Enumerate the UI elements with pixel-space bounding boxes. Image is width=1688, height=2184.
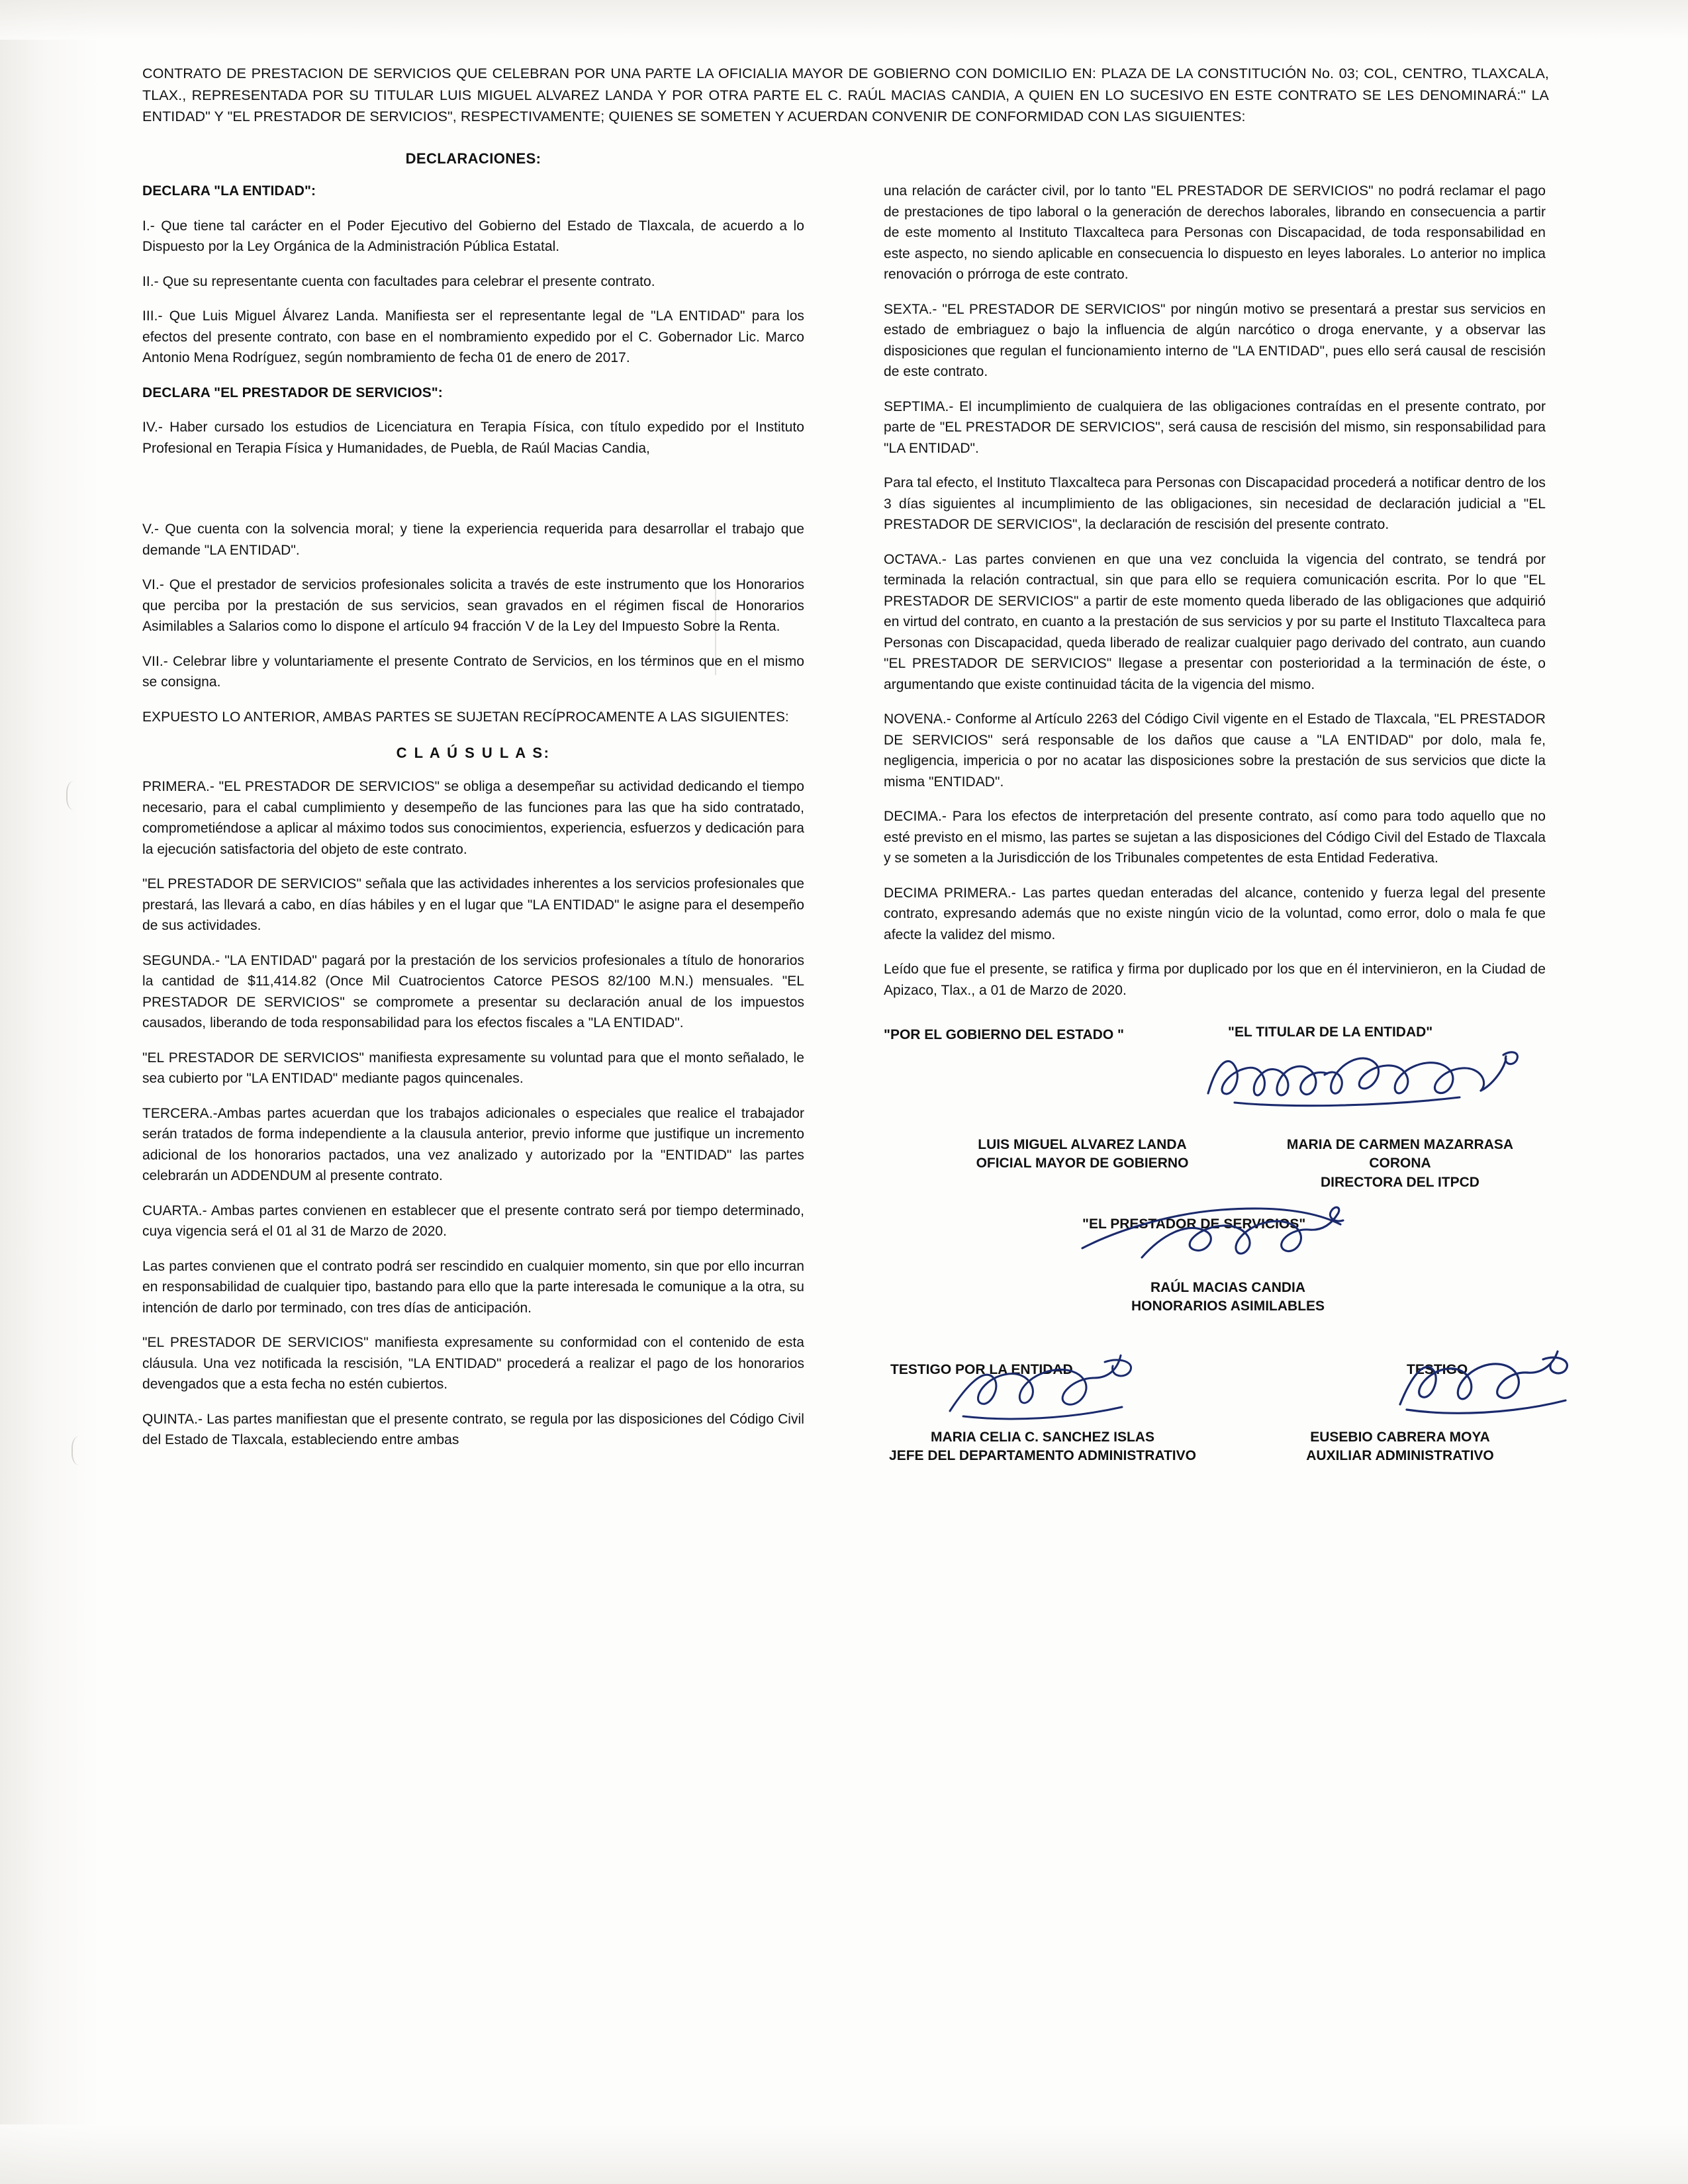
- left-column: [142, 181, 804, 1465]
- testigo1-role-text: JEFE DEL DEPARTAMENTO ADMINISTRATIVO: [889, 1448, 1196, 1464]
- clause-paragraph: SEGUNDA.- "LA ENTIDAD" pagará por la prestación de los servicios profesionales a título de honorarios la cantidad de $11,414.82 (Once Mil Cuatrocientos Catorce PESOS 82/100 M.N.) mensuales. "EL PRESTADOR DE SERVICIOS" se compromete a presentar su declaración anual de los impuestos causados, liberando de toda responsabilidad para los efectos fiscales a "LA ENTIDAD".: [142, 952, 804, 1031]
- declaration-item: I.- Que tiene tal carácter en el Poder Ejecutivo del Gobierno del Estado de Tlaxcala, de acuerdo a lo Dispuesto por la Ley Orgánica de la Administración Pública Estatal.: [142, 218, 804, 255]
- clause-paragraph: "EL PRESTADOR DE SERVICIOS" manifiesta expresamente su conformidad con el contenido de esta cláusula. Una vez notificada la rescisión, "LA ENTIDAD" procederá a realizar el pago de los honorarios devengados que a esta fecha no estén cubiertos.: [142, 1335, 804, 1392]
- gobierno-name-text: LUIS MIGUEL ALVAREZ LANDA: [978, 1137, 1187, 1153]
- prestador-signature-ink: [1076, 1201, 1380, 1273]
- testigo1-signature-name: [884, 1428, 1201, 1466]
- prestador-role-text: HONORARIOS ASIMILABLES: [1131, 1298, 1325, 1314]
- clause-paragraph: PRIMERA.- "EL PRESTADOR DE SERVICIOS" se obliga a desempeñar su actividad dedicando el tiempo necesario, para el cabal cumplimiento y desempeño de las funciones para las que ha sido contratado, comprometiéndose a aplicar al máximo todos sus conocimientos, experiencia, esfuerzos y dedicación para la ejecución satisfactoria del objeto de este contrato.: [142, 779, 804, 857]
- clause-paragraph: SEXTA.- "EL PRESTADOR DE SERVICIOS" por ningún motivo se presentará a prestar sus servicios en estado de embriaguez o bajo la influencia de algún narcótico o droga enervante, y a observar las disposiciones que regulan el funcionamiento interno de "LA ENTIDAD", pues ello será causal de rescisión de este contrato.: [884, 301, 1546, 380]
- clause-paragraph: OCTAVA.- Las partes convienen en que una vez concluida la vigencia del contrato, se tendrá por terminada la relación contractual, sin que para ello se requiera comunicación escrita. Por lo que "EL PRESTADOR DE SERVICIOS" a partir de este momento queda liberado de las obligaciones que adquirió en virtud del contrato, en cuanto a la prestación de sus servicios y por su parte el Instituto Tlaxcalteca para Personas con Discapacidad, queda liberado de realizar cualquier pago derivado del contrato, aun cuando "EL PRESTADOR DE SERVICIOS" llegase a presentar con posterioridad a la terminación de éste, o argumentando que existe continuidad tácita de la vigencia del mismo.: [884, 551, 1546, 692]
- declaration-item: III.- Que Luis Miguel Álvarez Landa. Manifiesta ser el representante legal de "LA ENTIDAD" para los efectos del presente contrato, con base en el nombramiento expedido por el C. Gobernador Lic. Marco Antonio Mena Rodríguez, según nombramiento de fecha 01 de enero de 2017.: [142, 308, 804, 366]
- contract-intro: CONTRATO DE PRESTACION DE SERVICIOS QUE CELEBRAN POR UNA PARTE LA OFICIALIA MAYOR DE GOBIERNO CON DOMICILIO EN: PLAZA DE LA CONSTITUCIÓN No. 03; COL, CENTRO, TLAXCALA, TLAX., REPRESENTADA POR SU TITULAR LUIS MIGUEL ALVAREZ LANDA Y POR OTRA PARTE EL C. RAÚL MACIAS CANDIA, A QUIEN EN LO SUCESIVO EN ESTE CONTRATO SE LES DENOMINARÁ:" LA ENTIDAD" Y "EL PRESTADOR DE SERVICIOS", RESPECTIVAMENTE; QUIENES SE SOMETEN Y ACUERDAN CONVENIR DE CONFORMIDAD CON LAS SIGUIENTES:: [142, 66, 1550, 125]
- clause-paragraph: una relación de carácter civil, por lo tanto "EL PRESTADOR DE SERVICIOS" no podrá reclamar el pago de prestaciones de tipo laboral o la generación de derechos laborales, librando en consecuencia a partir de este momento al Instituto Tlaxcalteca para Personas con Discapacidad, de toda responsabilidad en este aspecto, no siendo aplicable en consecuencia lo dispuesto en leyes laborales. Lo anterior no implica renovación o prórroga de este contrato.: [884, 183, 1546, 283]
- punch-mark-upper: [66, 781, 85, 810]
- clause-paragraph: Para tal efecto, el Instituto Tlaxcalteca para Personas con Discapacidad procederá a notificar dentro de los 3 días siguientes al incumplimiento de las obligaciones, sin necesidad de declaración judicial a "EL PRESTADOR DE SERVICIOS", la declaración de rescisión del presente contrato.: [884, 475, 1546, 533]
- prestador-name-text: RAÚL MACIAS CANDIA: [1150, 1280, 1306, 1296]
- right-column: [884, 181, 1546, 1465]
- clause-paragraph: Leído que fue el presente, se ratifica y firma por duplicado por los que en él intervinieron, en la Ciudad de Apizaco, Tlax., a 01 de Marzo de 2020.: [884, 962, 1546, 998]
- prestador-signature-label: "EL PRESTADOR DE SERVICIOS": [1082, 1216, 1306, 1232]
- declaraciones-title: DECLARACIONES:: [405, 150, 541, 167]
- declaration-item: EXPUESTO LO ANTERIOR, AMBAS PARTES SE SUJETAN RECÍPROCAMENTE A LAS SIGUIENTES:: [142, 709, 789, 725]
- clausulas-title: C L A Ú S U L A S:: [396, 745, 551, 762]
- declaration-item: IV.- Haber cursado los estudios de Licenciatura en Terapia Física, con título expedido por el Instituto Profesional en Terapia Física y Humanidades, de Puebla, de Raúl Macias Candia,: [142, 420, 804, 456]
- gobierno-signature-name: [910, 1136, 1254, 1173]
- scan-edge-top: [0, 0, 1688, 40]
- declaration-item: VI.- Que el prestador de servicios profesionales solicita a través de este instrumento que los Honorarios que perciba por la prestación de sus servicios, sean gravados en el régimen fiscal de Honorarios Asimilables a Salarios como lo dispone el artículo 94 fracción V de la Ley del Impuesto Sobre la Renta.: [142, 577, 804, 635]
- testigo2-name-text: EUSEBIO CABRERA MOYA: [1310, 1430, 1490, 1445]
- testigo1-signature-ink: [937, 1347, 1175, 1427]
- signature-block: [884, 1018, 1546, 1464]
- document-content: [142, 63, 1549, 1465]
- declaration-item: II.- Que su representante cuenta con facultades para celebrar el presente contrato.: [142, 273, 655, 289]
- declaration-item: V.- Que cuenta con la solvencia moral; y tiene la experiencia requerida para desarrollar el trabajo que demande "LA ENTIDAD".: [142, 522, 804, 558]
- punch-mark-lower: [71, 1436, 90, 1465]
- testigo1-name-text: MARIA CELIA C. SANCHEZ ISLAS: [931, 1430, 1154, 1445]
- testigo1-label: TESTIGO POR LA ENTIDAD: [890, 1362, 1073, 1378]
- gobierno-role-text: OFICIAL MAYOR DE GOBIERNO: [976, 1156, 1189, 1171]
- titular-signature-label: "EL TITULAR DE LA ENTIDAD": [1228, 1024, 1433, 1040]
- clause-paragraph: NOVENA.- Conforme al Artículo 2263 del Código Civil vigente en el Estado de Tlaxcala, "EL PRESTADOR DE SERVICIOS" será responsable de los daños que cause a "LA ENTIDAD" por dolo, mala fe, negligencia, impericia o por no acatar las disposiciones sobre la prestación de sus servicios que dicte la misma "ENTIDAD".: [884, 711, 1546, 790]
- declaration-item: VII.- Celebrar libre y voluntariamente el presente Contrato de Servicios, en los términos que en el mismo se consigna.: [142, 653, 804, 690]
- testigo2-signature-ink: [1387, 1342, 1612, 1422]
- scan-edge-left: [0, 0, 99, 2184]
- titular-signature-ink: [1195, 1036, 1539, 1122]
- clause-paragraph: Las partes convienen que el contrato podrá ser rescindido en cualquier momento, sin que por ello incurran en responsabilidad de cualquier tipo, bastando para ello que la parte interesada le comunique a la otra, su intención de darlo por terminado, con tres días de anticipación.: [142, 1258, 804, 1316]
- declara-prestador-heading: DECLARA "EL PRESTADOR DE SERVICIOS":: [142, 385, 443, 400]
- clause-paragraph: "EL PRESTADOR DE SERVICIOS" señala que las actividades inherentes a los servicios profesionales que prestará, las llevará a cabo, en días hábiles y en el lugar que "LA ENTIDAD" le asigne para el desempeño de sus actividades.: [142, 876, 804, 934]
- two-column-body: [142, 181, 1549, 1465]
- clause-paragraph: CUARTA.- Ambas partes convienen en establecer que el presente contrato será por tiempo determinado, cuya vigencia será el 01 al 31 de Marzo de 2020.: [142, 1203, 804, 1240]
- testigo2-signature-name: [1254, 1428, 1546, 1466]
- blank-gap: [142, 473, 804, 519]
- declara-entidad-heading: DECLARA "LA ENTIDAD":: [142, 183, 316, 199]
- testigo2-label: TESTIGO: [1407, 1362, 1468, 1378]
- clause-paragraph: DECIMA PRIMERA.- Las partes quedan enteradas del alcance, contenido y fuerza legal del presente contrato, expresando además que no existe ningún vicio de la voluntad, como error, dolo o mala fe que afecte la validez del mismo.: [884, 885, 1546, 942]
- gobierno-signature-label: "POR EL GOBIERNO DEL ESTADO ": [884, 1027, 1124, 1043]
- clause-paragraph: TERCERA.-Ambas partes acuerdan que los trabajos adicionales o especiales que realice el trabajador serán tratados de forma independiente a la clausula anterior, previo informe que justifique un incremento adicional de los honorarios pactados, una vez analizado y autorizado por la "ENTIDAD" las partes celebrarán un ADDENDUM al presente contrato.: [142, 1105, 804, 1184]
- prestador-signature-name: [1056, 1279, 1400, 1316]
- titular-name-text: MARIA DE CARMEN MAZARRASA CORONA: [1286, 1137, 1514, 1171]
- clause-paragraph: SEPTIMA.- El incumplimiento de cualquiera de las obligaciones contraídas en el presente contrato, por parte de "EL PRESTADOR DE SERVICIOS", será causa de rescisión del mismo, sin responsabilidad para "LA ENTIDAD".: [884, 398, 1546, 456]
- titular-signature-name: [1254, 1136, 1546, 1192]
- clause-paragraph: DECIMA.- Para los efectos de interpretación del presente contrato, así como para todo aquello que no esté previsto en el mismo, las partes se sujetan a las disposiciones del Código Civil del Estado de Tlaxcala y se someten a la Jurisdicción de los Tribunales competentes de esta Entidad Federativa.: [884, 809, 1546, 866]
- clause-paragraph: "EL PRESTADOR DE SERVICIOS" manifiesta expresamente su voluntad para que el monto señalado, le sea cubierto por "LA ENTIDAD" mediante pagos quincenales.: [142, 1050, 804, 1087]
- scan-edge-bottom: [0, 2124, 1688, 2184]
- titular-role-text: DIRECTORA DEL ITPCD: [1321, 1174, 1479, 1190]
- clause-paragraph: QUINTA.- Las partes manifiestan que el presente contrato, se regula por las disposiciones del Código Civil del Estado de Tlaxcala, estableciendo entre ambas: [142, 1411, 804, 1448]
- testigo2-role-text: AUXILIAR ADMINISTRATIVO: [1306, 1448, 1494, 1464]
